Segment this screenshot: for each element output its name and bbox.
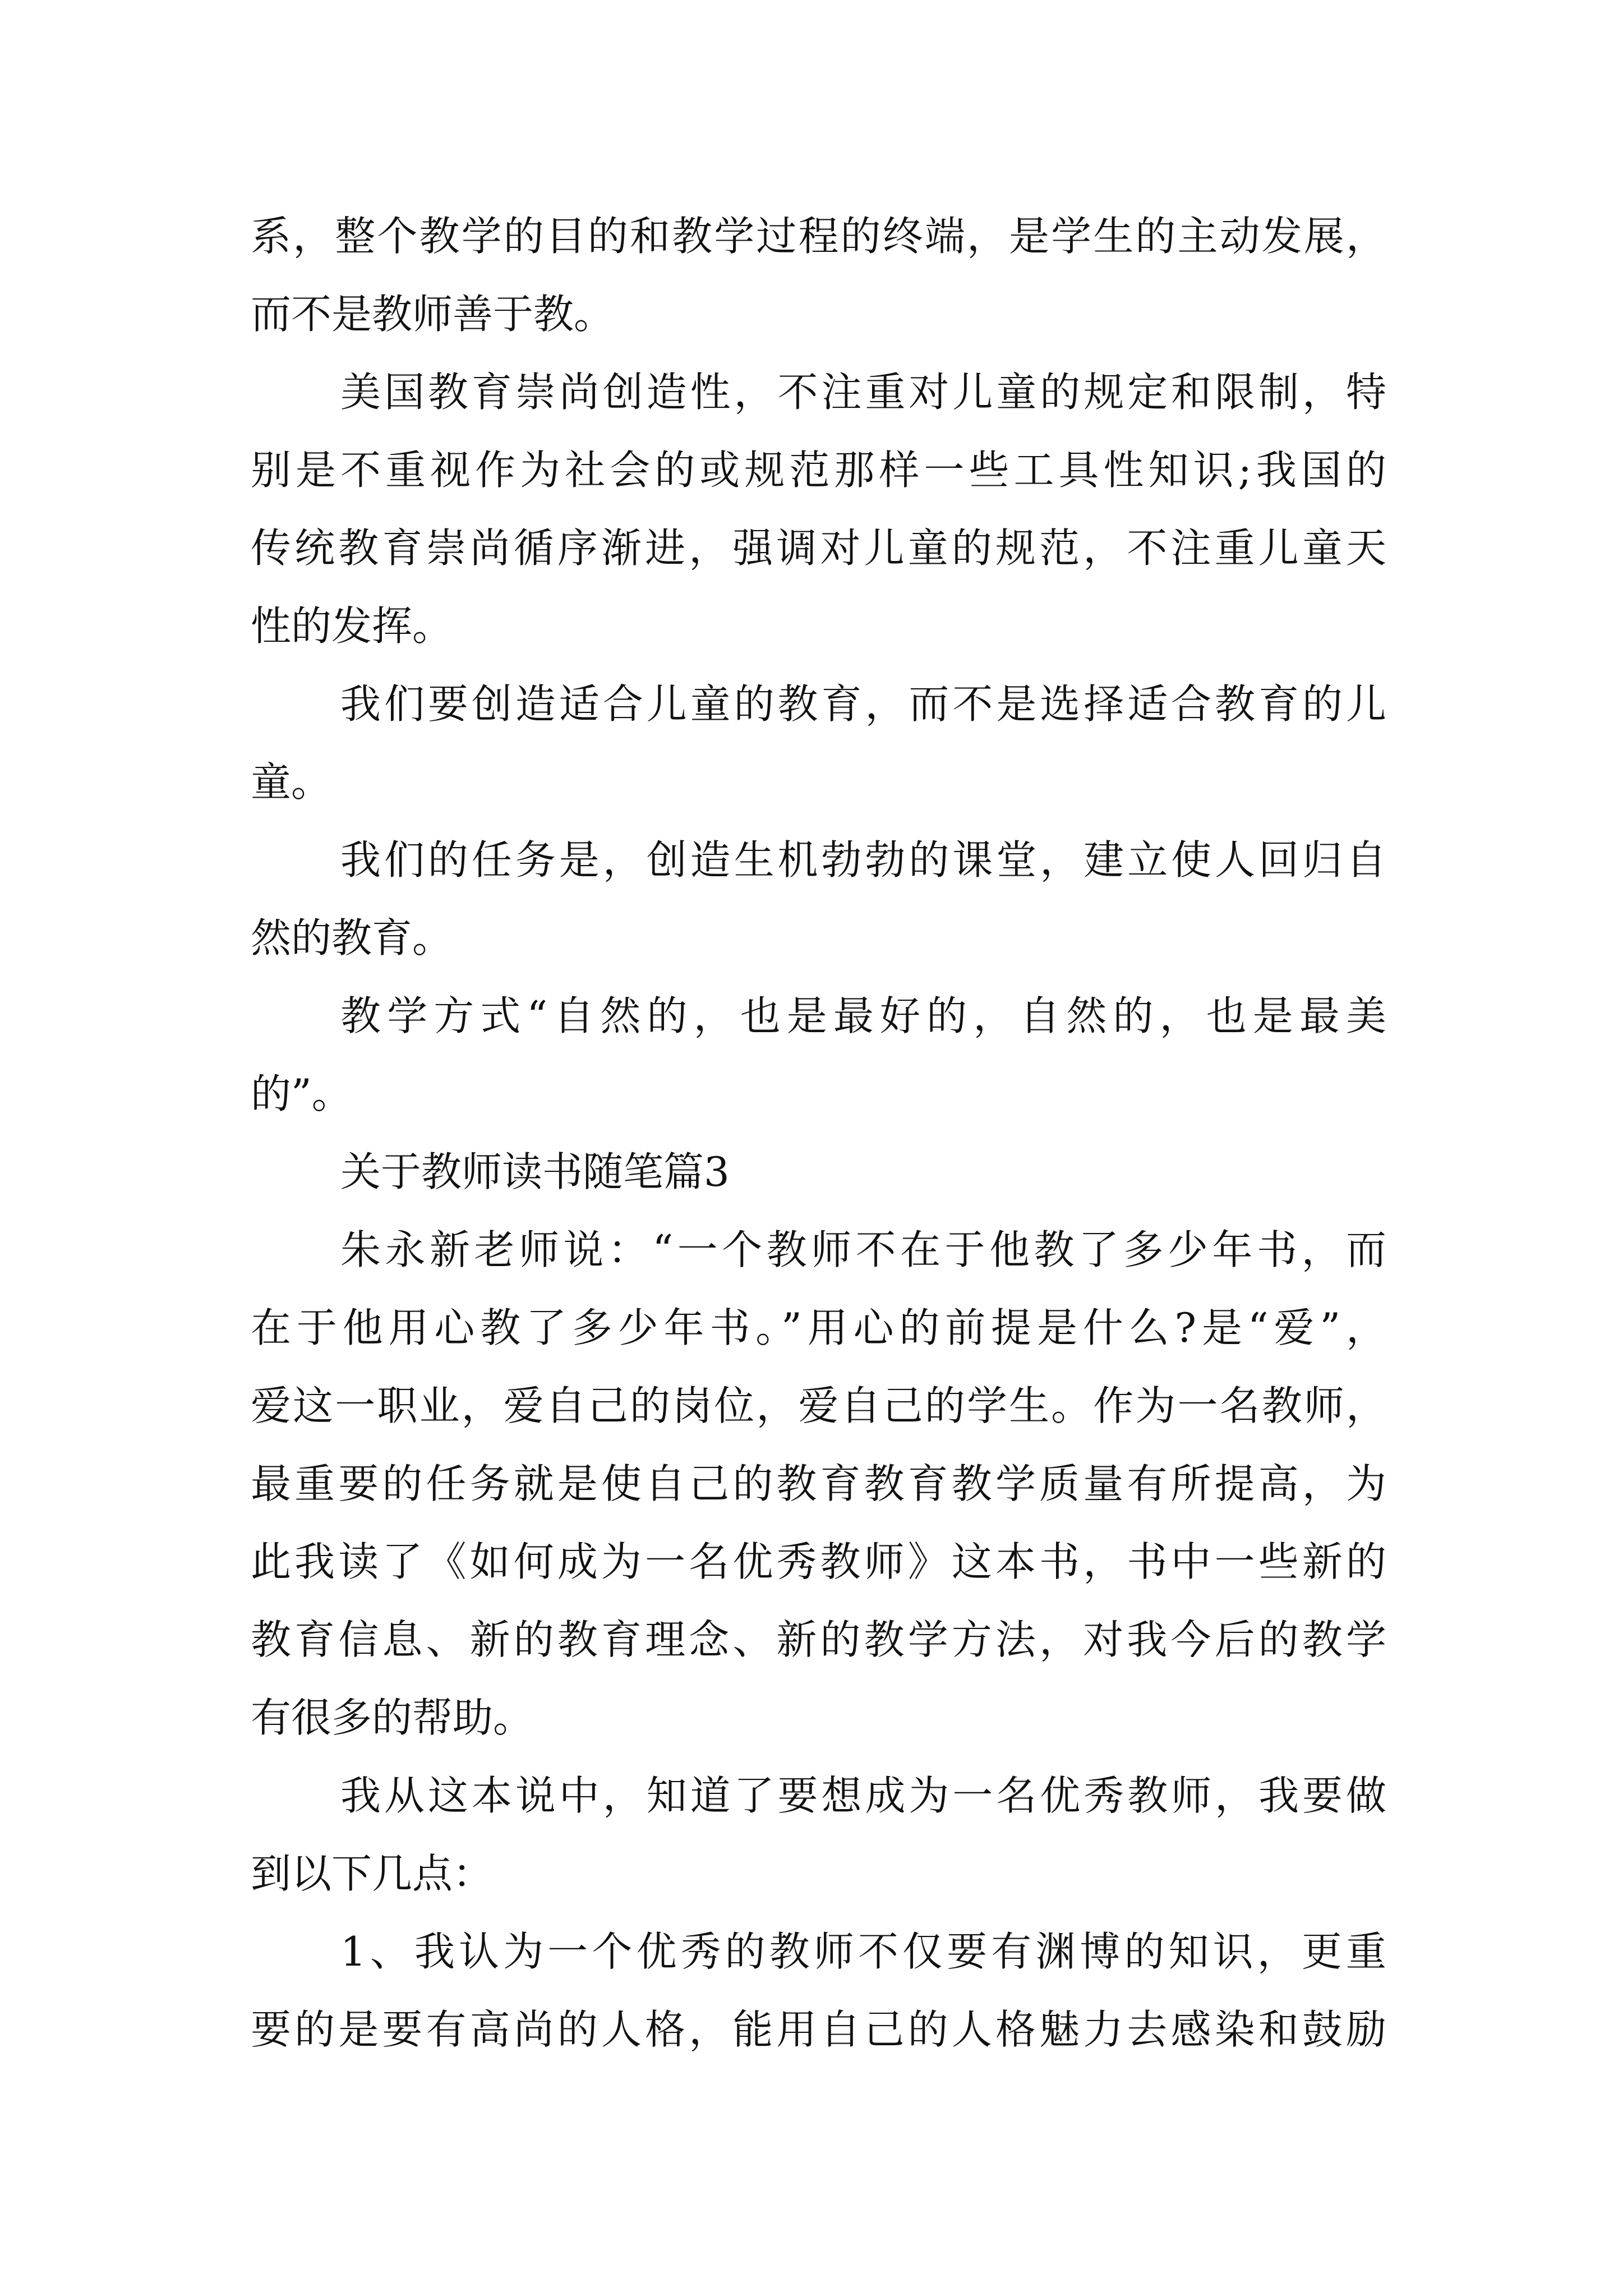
body-line: 系，整个教学的目的和教学过程的终端，是学生的主动发展， xyxy=(251,213,1386,260)
body-line: 教学方式“自然的，也是最好的，自然的，也是最美 xyxy=(340,992,1386,1039)
body-line: 最重要的任务就是使自己的教育教育教学质量有所提高，为 xyxy=(251,1460,1386,1507)
body-line: 性的发挥。 xyxy=(251,602,453,650)
body-line: 朱永新老师说：“一个教师不在于他教了多少年书，而 xyxy=(340,1226,1386,1273)
body-line: 传统教育崇尚循序渐进，强调对儿童的规范，不注重儿童天 xyxy=(251,524,1386,572)
body-line: 此我读了《如何成为一名优秀教师》这本书，书中一些新的 xyxy=(251,1538,1386,1585)
body-line: 有很多的帮助。 xyxy=(251,1694,534,1741)
body-line: 而不是教师善于教。 xyxy=(251,291,615,338)
body-line: 我从这本说中，知道了要想成为一名优秀教师，我要做 xyxy=(340,1772,1386,1819)
body-line: 在于他用心教了多少年书。”用心的前提是什么?是“爱”， xyxy=(251,1304,1386,1351)
body-line: 爱这一职业，爱自己的岗位，爱自己的学生。作为一名教师， xyxy=(251,1382,1386,1429)
body-line: 童。 xyxy=(251,758,332,806)
body-line: 教育信息、新的教育理念、新的教学方法，对我今后的教学 xyxy=(251,1616,1386,1663)
section-heading: 关于教师读书随笔篇3 xyxy=(340,1148,730,1195)
body-line: 的”。 xyxy=(251,1070,352,1117)
body-line: 我们的任务是，创造生机勃勃的课堂，建立使人回归自 xyxy=(340,836,1386,884)
body-line: 别是不重视作为社会的或规范那样一些工具性知识;我国的 xyxy=(251,447,1386,494)
body-line: 1、我认为一个优秀的教师不仅要有渊博的知识，更重 xyxy=(340,1928,1386,1975)
body-line: 要的是要有高尚的人格，能用自己的人格魅力去感染和鼓励 xyxy=(251,2006,1386,2053)
body-line: 然的教育。 xyxy=(251,914,453,961)
body-line: 到以下几点： xyxy=(251,1850,494,1897)
document-body xyxy=(251,197,1386,2069)
body-line: 我们要创造适合儿童的教育，而不是选择适合教育的儿 xyxy=(340,680,1386,728)
body-line: 美国教育崇尚创造性，不注重对儿童的规定和限制，特 xyxy=(340,369,1386,416)
